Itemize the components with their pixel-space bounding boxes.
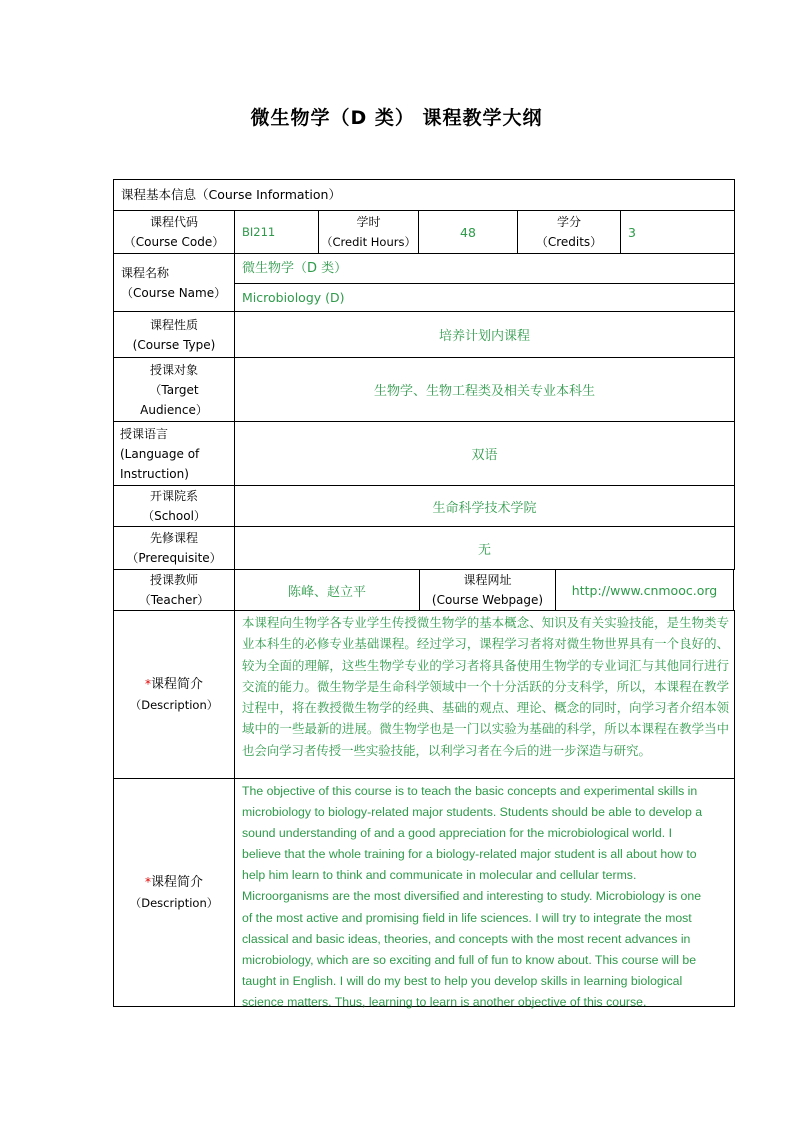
description-en-label-main [145, 872, 203, 893]
language-label [113, 421, 235, 486]
prerequisite-label-en: （Prerequisite） [126, 551, 222, 565]
target-audience-text: 生物学、生物工程类及相关专业本科生 [373, 384, 595, 399]
description-en-line: microbiology to biology-related major students. Students should be able to develop a [242, 805, 703, 820]
description-zh-label-zh: 课程简介 [150, 677, 203, 692]
description-en-line: believe that the whole training for a biology-related major student is all about how to [242, 847, 697, 862]
webpage-label [419, 569, 556, 611]
credits-text: 3 [628, 224, 636, 240]
description-en-text [235, 779, 734, 1013]
description-en-line: classical and basic ideas, theories, and concepts with the most recent advances in [242, 931, 691, 946]
course-code-value [234, 210, 319, 254]
target-audience-label [113, 357, 235, 422]
teacher-value [234, 569, 420, 611]
teacher-label-en: （Teacher） [138, 593, 210, 607]
webpage-value[interactable] [555, 569, 734, 611]
description-zh-label-main [145, 674, 203, 695]
credit-hours-text: 48 [460, 224, 476, 240]
school-label [113, 485, 235, 527]
credits-value [620, 210, 735, 254]
webpage-link[interactable]: http://www.cnmooc.org [571, 582, 718, 598]
description-en-value [234, 778, 735, 1007]
language-value [234, 421, 735, 486]
course-type-text: 培养计划内课程 [438, 329, 530, 344]
school-label-en: （School） [142, 509, 206, 523]
credit-hours-label [318, 210, 419, 254]
course-type-label-zh: 课程性质 [149, 317, 198, 332]
school-value [234, 485, 735, 527]
course-code-label-zh: 课程代码 [149, 215, 198, 229]
description-zh-label [113, 610, 235, 779]
credits-label [517, 210, 621, 254]
credit-hours-label-en: （Credit Hours） [321, 235, 416, 249]
course-code-text: BI211 [242, 225, 276, 239]
description-en-line: taught in English. I will do my best to help you develop skills in learning biological [242, 973, 683, 988]
course-name-en-value [234, 283, 735, 312]
course-name-label-zh: 课程名称 [121, 265, 170, 280]
prerequisite-label-zh: 先修课程 [149, 531, 198, 545]
page-title: 微生物学（D 类） 课程教学大纲 [250, 107, 543, 129]
description-en-line: of the most active and promising field in life sciences. I will try to integrate the most [242, 910, 692, 925]
description-en-label-en: （Description） [129, 896, 219, 910]
target-audience-value [234, 357, 735, 422]
school-text: 生命科学技术学院 [432, 500, 537, 516]
credit-hours-label-zh: 学时 [356, 215, 381, 229]
required-star: * [144, 875, 151, 889]
language-text: 双语 [471, 448, 498, 463]
description-en-line: help him learn to think and communicate in molecular and cellular terms. [242, 868, 637, 883]
course-type-label-en: (Course Type) [132, 337, 216, 352]
description-en-line: science matters. Thus, learning to learn is another objective of this course. [242, 994, 647, 1009]
teacher-text: 陈峰、赵立平 [287, 584, 366, 600]
school-label-zh: 开课院系 [149, 489, 198, 503]
description-en-line: Microorganisms are the most diversified and interesting to study. Microbiology is one [242, 889, 702, 904]
course-name-label [113, 253, 235, 312]
course-name-label-en: （Course Name） [121, 285, 227, 300]
course-type-label [113, 311, 235, 358]
description-en-label [113, 778, 235, 1007]
description-zh-text: 本课程向生物学各专业学生传授微生物学的基本概念、知识及有关实验技能，是生物类专业本科生的必修专业基础课程。经过学习，课程学习者将对微生物世界具有一个良好的、较为全面的理解，这些生物学专业的学习者将具备使用生物学的专业词汇与其他同行进行交流的能力。微生物学是生命科学领域中一个十分活跃的分支科学，所以，本课程在教学过程中，将在教授微生物学的经典、基础的观点、理论、概念的同时，向学习者介绍本领域中的一些最新的进展。微生物学也是一门以实验为基础的科学，所以本课程在教学当中也会向学习者传授一些实验技能，以利学习者在今后的进一步深造与研究。 [242, 615, 729, 758]
teacher-label-zh: 授课教师 [149, 573, 198, 587]
language-label-en2: Instruction) [120, 466, 189, 481]
description-en-line: microbiology, which are so exciting and full of fun to know about. This course will be [242, 952, 697, 967]
teacher-label [113, 569, 235, 611]
prerequisite-label [113, 526, 235, 570]
description-en-line: The objective of this course is to teach the basic concepts and experimental skills in [242, 784, 698, 798]
description-zh-value [234, 610, 735, 779]
target-audience-label-en1: （Target [149, 382, 199, 397]
prerequisite-text: 无 [477, 542, 491, 558]
course-name-en-text: Microbiology (D) [242, 290, 345, 305]
webpage-label-en: (Course Webpage) [431, 593, 544, 607]
course-name-zh-value [234, 253, 735, 284]
target-audience-label-zh: 授课对象 [149, 362, 198, 377]
description-en-label-zh: 课程简介 [150, 875, 203, 890]
language-label-zh: 授课语言 [120, 426, 169, 441]
course-name-zh-text: 微生物学（D 类） [242, 261, 348, 276]
required-star: * [144, 677, 151, 691]
webpage-label-zh: 课程网址 [463, 573, 512, 587]
credits-label-en: （Credits） [535, 235, 603, 249]
credits-label-zh: 学分 [556, 215, 581, 229]
course-type-value [234, 311, 735, 358]
credit-hours-value [418, 210, 518, 254]
target-audience-label-en2: Audience） [140, 402, 208, 417]
section-header-text: 课程基本信息（Course Information） [121, 187, 341, 202]
prerequisite-value [234, 526, 735, 570]
language-label-en1: (Language of [120, 446, 200, 461]
description-zh-label-en: （Description） [129, 698, 219, 712]
course-code-label-en: （Course Code） [123, 235, 225, 249]
course-code-label [113, 210, 235, 254]
description-en-line: sound understanding of and a good appreciation for the microbiological world. I [242, 826, 672, 841]
section-header [113, 179, 735, 211]
